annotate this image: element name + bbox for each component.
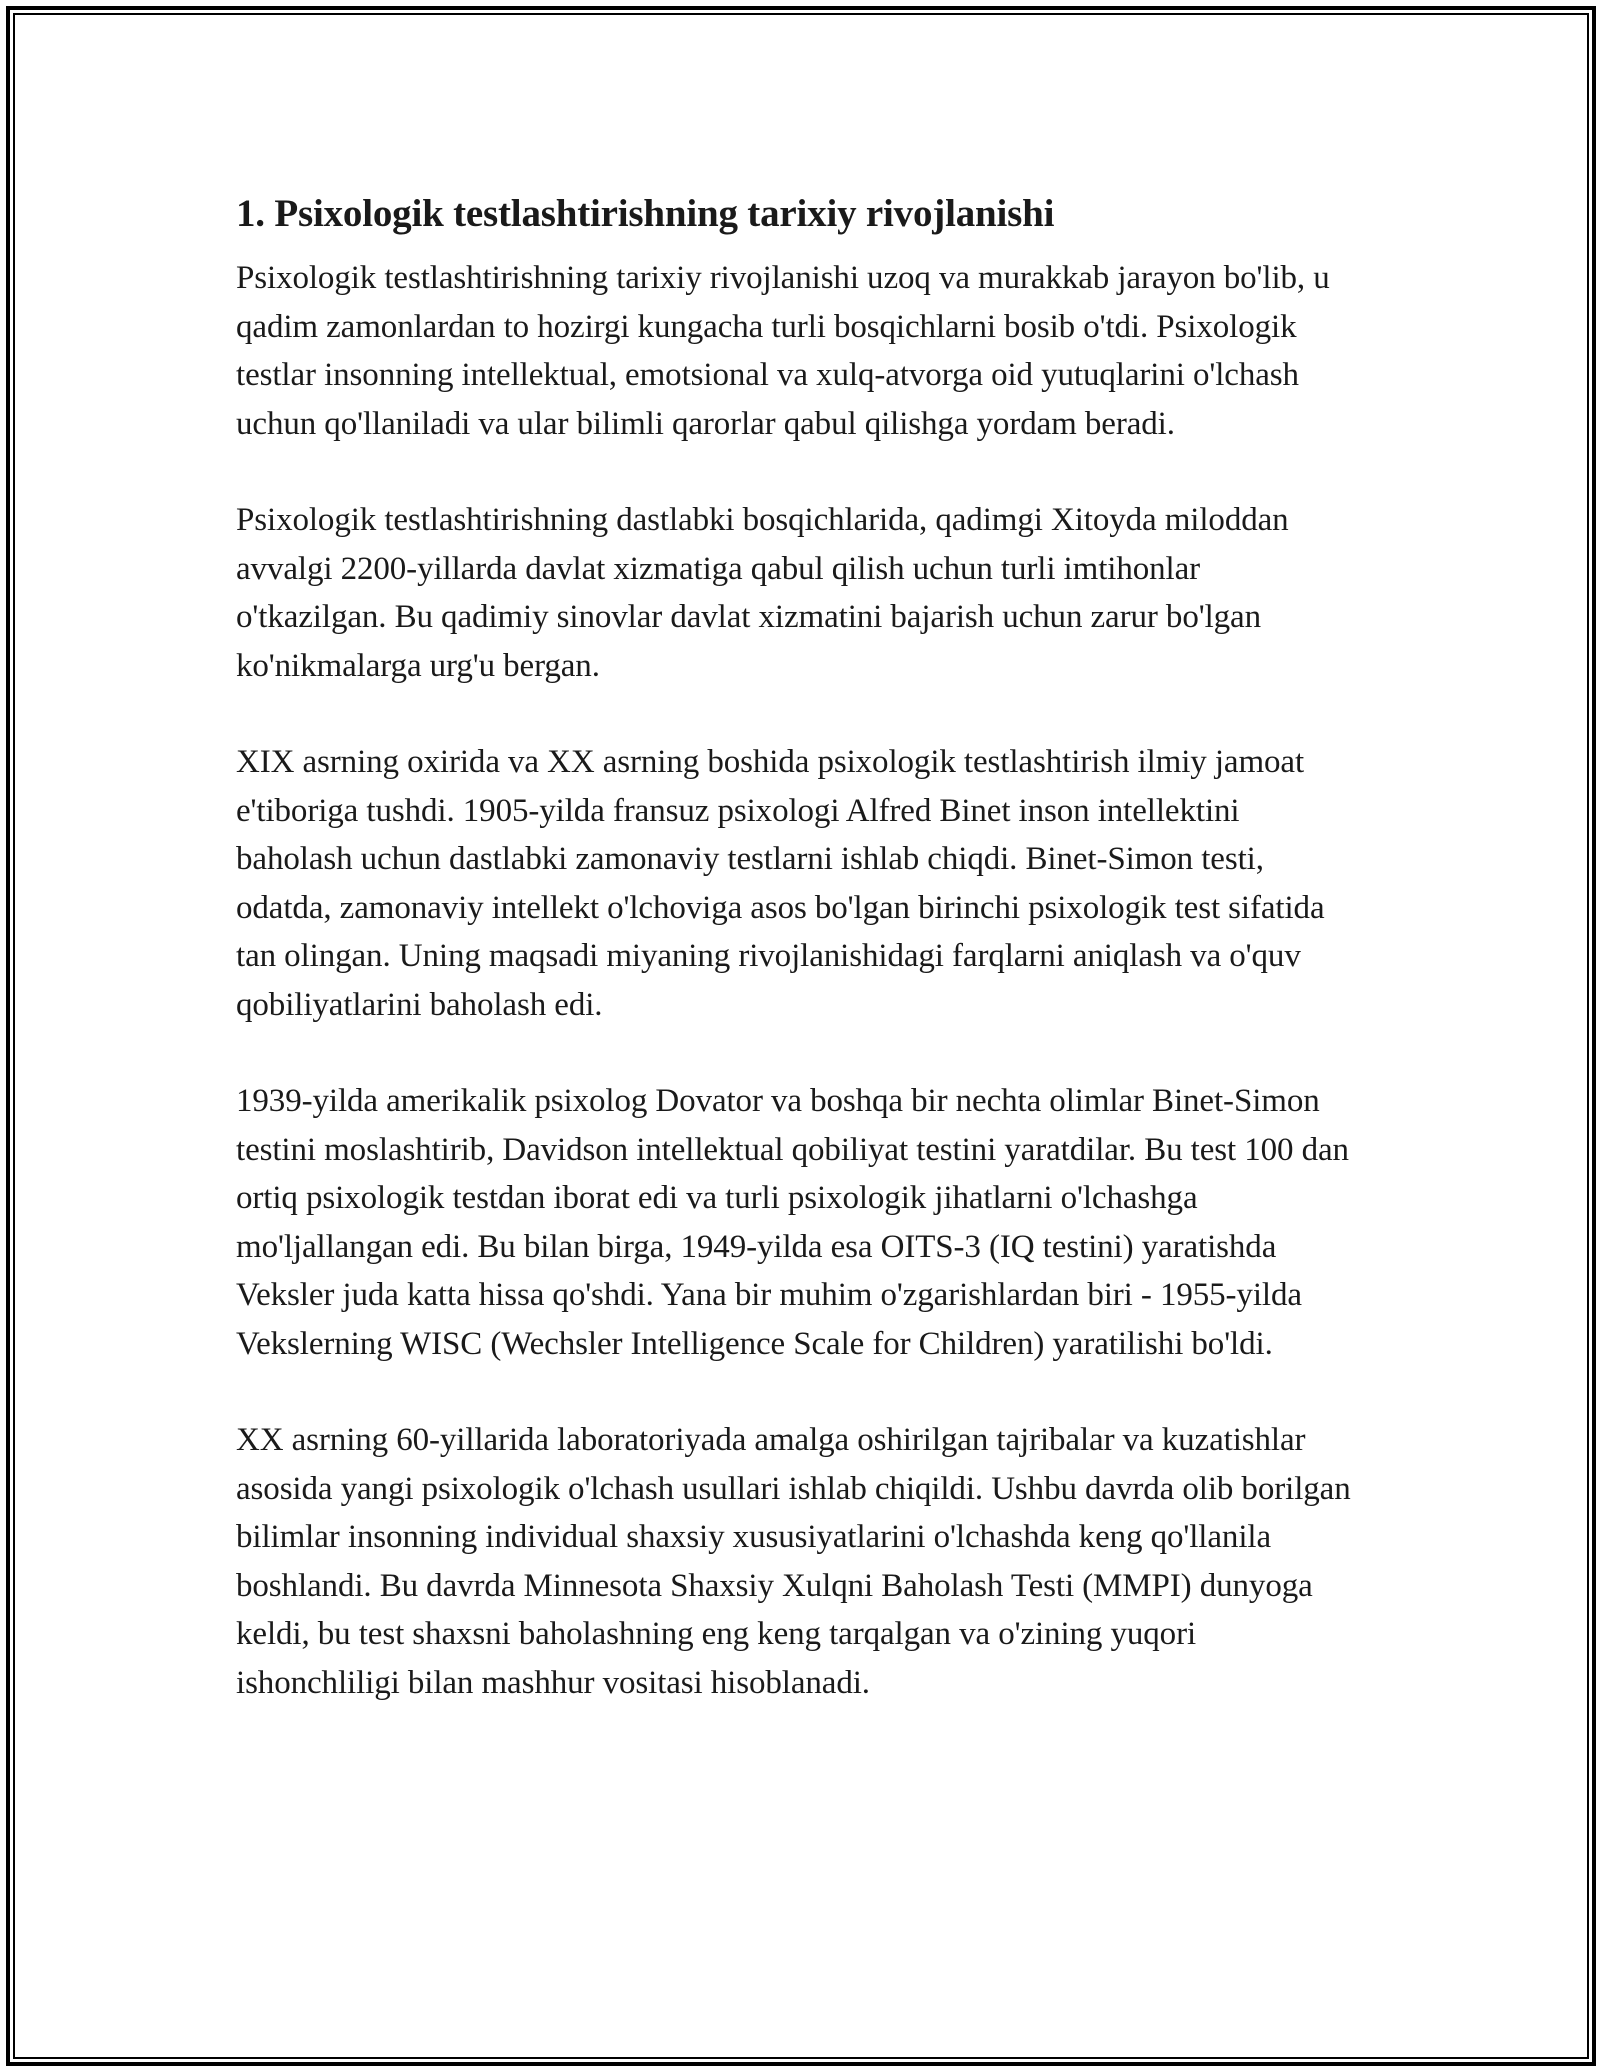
paragraph-ancient-china: Psixologik testlashtirishning dastlabki bosqichlarida, qadimgi Xitoyda miloddan avvalgi 2200-yillarda davlat xizmatiga qabul qilish uchun turli imtihonlar o'tkazilgan. Bu qadimiy sinovlar davlat xizmatini bajarish uchun zarur bo'lgan ko'nikmalarga urg'u bergan. — [236, 502, 1289, 684]
paragraph-wechsler: 1939-yilda amerikalik psixolog Dovator va boshqa bir nechta olimlar Binet-Simon testini moslashtirib, Davidson intellektual qobiliyat testini yaratdilar. Bu test 100 dan ortiq psixologik testdan iborat edi va turli psixologik jihatlarni o'lchashga mo'ljallangan edi. Bu bilan birga, 1949-yilda esa OITS-3 (IQ testini) yaratishda Veksler juda katta hissa qo'shdi. Yana bir muhim o'zgarishlardan biri - 1955-yilda Vekslerning WISC (Wechsler Intelligence Scale for Children) yaratilishi bo'ldi. — [236, 1083, 1349, 1362]
document-body — [236, 186, 1356, 1755]
paragraph-intro: Psixologik testlashtirishning tarixiy rivojlanishi uzoq va murakkab jarayon bo'lib, u qadim zamonlardan to hozirgi kungacha turli bosqichlarni bosib o'tdi. Psixologik testlar insonning intellektual, emotsional va xulq-atvorga oid yutuqlarini o'lchash uchun qo'llaniladi va ular bilimli qarorlar qabul qilishga yordam beradi. — [236, 260, 1330, 442]
section-heading: 1. Psixologik testlashtirishning tarixiy rivojlanishi — [236, 192, 1055, 235]
paragraph-binet: XIX asrning oxirida va XX asrning boshida psixologik testlashtirish ilmiy jamoat e'tiboriga tushdi. 1905-yilda fransuz psixologi Alfred Binet inson intellektini baholash uchun dastlabki zamonaviy testlarni ishlab chiqdi. Binet-Simon testi, odatda, zamonaviy intellekt o'lchoviga asos bo'lgan birinchi psixologik test sifatida tan olingan. Uning maqsadi miyaning rivojlanishidagi farqlarni aniqlash va o'quv qobiliyatlarini baholash edi. — [236, 744, 1325, 1023]
paragraph-mmpi: XX asrning 60-yillarida laboratoriyada amalga oshirilgan tajribalar va kuzatishlar asosida yangi psixologik o'lchash usullari ishlab chiqildi. Ushbu davrda olib borilgan bilimlar insonning individual shaxsiy xususiyatlarini o'lchashda keng qo'llanila boshlandi. Bu davrda Minnesota Shaxsiy Xulqni Baholash Testi (MMPI) dunyoga keldi, bu test shaxsni baholashning eng keng tarqalgan va o'zining yuqori ishonchliligi bilan mashhur vositasi hisoblanadi. — [236, 1422, 1351, 1701]
